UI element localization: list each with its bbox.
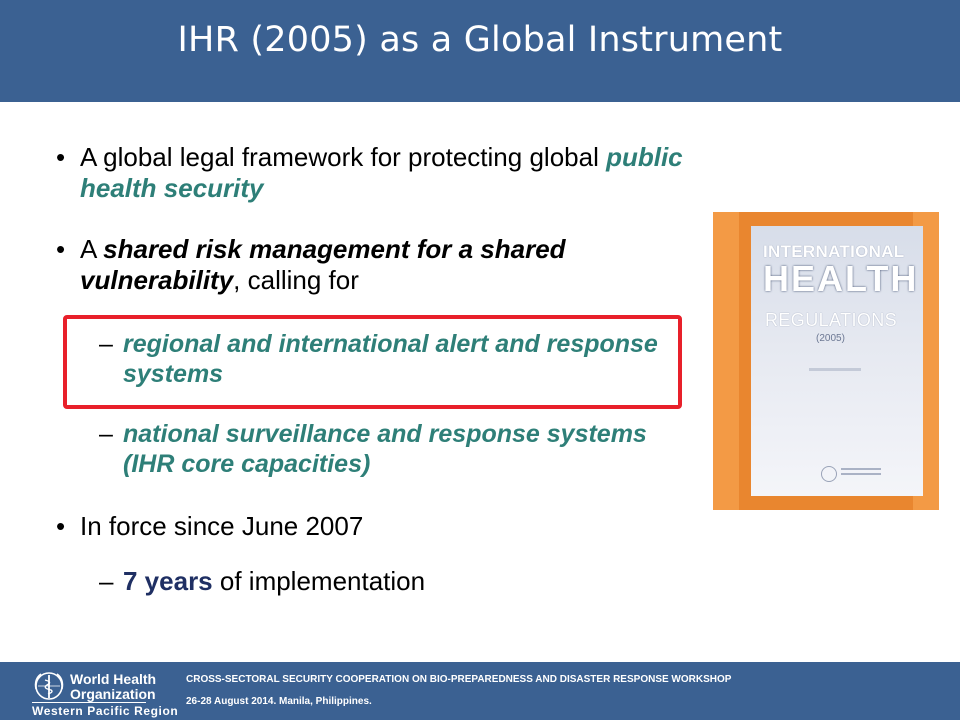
footer-divider xyxy=(32,702,146,703)
bullet-text xyxy=(80,142,690,204)
emphasis-public-health-security: public health security xyxy=(80,142,683,203)
cover-line-regulations: REGULATIONS xyxy=(765,310,898,330)
subbullet-text: national surveillance and response systems (IHR core capacities) xyxy=(123,420,647,478)
bullet-marker: • xyxy=(56,142,66,172)
bullet-text-part: A global legal framework for protecting global xyxy=(80,142,607,172)
subbullet-marker: – xyxy=(99,566,114,596)
cover-org-mark xyxy=(841,468,881,470)
subbullet-text xyxy=(123,566,733,597)
who-org-line1: World Health xyxy=(70,671,157,687)
footer-date-place: 26-28 August 2014. Manila, Philippines. xyxy=(186,696,372,707)
footer-event-title: CROSS-SECTORAL SECURITY COOPERATION ON BIO-PREPAREDNESS AND DISASTER RESPONSE WORKSHOP xyxy=(186,674,732,685)
emphasis-shared-risk: shared risk management for a shared vulnerability xyxy=(80,234,566,295)
bullet-text-part: , calling for xyxy=(233,265,359,295)
cover-edition-mark xyxy=(809,368,861,371)
who-region-name: Western Pacific Region xyxy=(32,704,179,718)
cover-line-international: INTERNATIONAL xyxy=(763,242,905,261)
emphasis-7-years: 7 years xyxy=(123,566,213,596)
subbullet-marker: – xyxy=(99,330,113,358)
cover-stripe xyxy=(713,212,739,510)
highlight-box xyxy=(63,315,682,409)
title-bar xyxy=(0,0,960,102)
subbullet-marker: – xyxy=(99,420,113,448)
ihr-book-cover xyxy=(713,212,939,510)
cover-line-health: HEALTH xyxy=(763,258,919,299)
cover-line-year: (2005) xyxy=(816,333,845,344)
who-org-name xyxy=(70,672,156,702)
bullet-marker: • xyxy=(56,511,66,541)
bullet-text: In force since June 2007 xyxy=(80,511,364,541)
cover-who-logo-icon xyxy=(821,466,837,482)
bullet-marker: • xyxy=(56,234,66,264)
slide-title: IHR (2005) as a Global Instrument xyxy=(177,20,783,60)
who-emblem-icon xyxy=(32,669,66,703)
bullet-text-part: of implementation xyxy=(212,566,426,596)
who-org-line2: Organization xyxy=(70,686,156,702)
bullet-text xyxy=(80,234,690,296)
subbullet-text: regional and international alert and response systems xyxy=(123,330,658,388)
bullet-text-part: A xyxy=(80,234,104,264)
